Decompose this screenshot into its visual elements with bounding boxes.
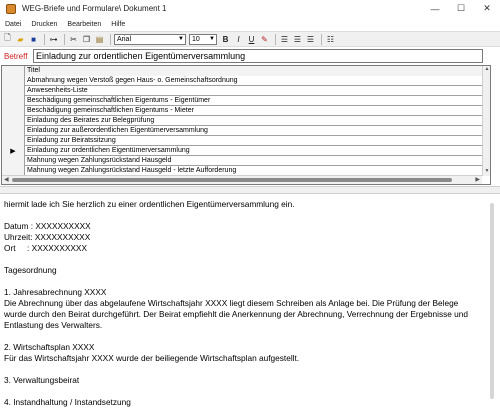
close-button[interactable] <box>474 0 500 17</box>
editor-line[interactable]: Tagesordnung <box>4 265 57 275</box>
font-name-value: Arial <box>117 35 132 43</box>
editor-line[interactable]: Datum : XXXXXXXXXX <box>4 221 91 231</box>
close-icon: ✕ <box>483 3 491 13</box>
bullet-list-button[interactable] <box>325 34 336 45</box>
copy-icon: ❐ <box>82 34 91 44</box>
subject-row <box>0 48 500 64</box>
text-color-button[interactable] <box>259 34 270 45</box>
row-indicator-header <box>2 66 25 76</box>
table-cell[interactable]: Anwesenheits-Liste <box>25 86 486 96</box>
table-row[interactable] <box>2 86 490 96</box>
table-cell[interactable]: Beschädigung gemeinschaftlichen Eigentums - Mieter <box>25 106 486 116</box>
align-center-icon: ☰ <box>293 34 302 44</box>
chevron-right-icon[interactable]: ▶ <box>475 177 480 183</box>
align-right-icon: ☰ <box>306 34 315 44</box>
table-row[interactable] <box>2 96 490 106</box>
current-row-icon[interactable]: ▶ <box>2 146 25 156</box>
chevron-down-icon: ▼ <box>209 35 215 42</box>
row-indicator[interactable] <box>2 86 25 96</box>
table-row[interactable] <box>2 156 490 166</box>
grid-vertical-scrollbar[interactable] <box>482 66 490 176</box>
chevron-left-icon[interactable]: ◀ <box>4 177 9 183</box>
align-left-button[interactable] <box>279 34 290 45</box>
row-indicator[interactable] <box>2 76 25 86</box>
pane-splitter[interactable] <box>0 186 500 194</box>
table-cell[interactable]: Einladung zur Beiratssitzung <box>25 136 486 146</box>
scissors-icon: ✂ <box>70 34 77 44</box>
letter-editor[interactable] <box>0 195 500 408</box>
editor-line[interactable] <box>4 276 478 287</box>
editor-line[interactable] <box>4 210 478 221</box>
table-cell[interactable]: Einladung zur ordentlichen Eigentümerversammlung <box>25 146 486 156</box>
toolbar-separator <box>110 34 111 45</box>
bullet-list-icon: ☷ <box>326 34 335 44</box>
editor-line[interactable]: hiermit lade ich Sie herzlich zu einer ordentlichen Eigentümerversammlung ein. <box>4 199 295 209</box>
save-button[interactable] <box>28 34 39 45</box>
toolbar-separator <box>321 34 322 45</box>
editor-line[interactable] <box>4 364 478 375</box>
new-document-button[interactable] <box>2 34 13 45</box>
table-cell[interactable]: Beschädigung gemeinschaftlichen Eigentums - Eigentümer <box>25 96 486 106</box>
menu-hilfe[interactable]: Hilfe <box>111 20 126 28</box>
table-row[interactable] <box>2 76 490 86</box>
find-button[interactable] <box>48 34 59 45</box>
editor-line[interactable]: Uhrzeit: XXXXXXXXXX <box>4 232 91 242</box>
font-size-select[interactable] <box>189 34 217 45</box>
bold-button[interactable]: B <box>222 34 229 44</box>
table-cell[interactable]: Einladung des Beirates zur Belegprüfung <box>25 116 486 126</box>
chevron-down-icon: ▼ <box>178 35 184 42</box>
table-row[interactable] <box>2 116 490 126</box>
toolbar <box>0 31 500 47</box>
italic-button[interactable]: I <box>237 34 240 44</box>
window-controls <box>422 0 500 17</box>
paste-button[interactable] <box>94 34 105 45</box>
row-indicator[interactable] <box>2 156 25 166</box>
cut-button[interactable] <box>68 34 79 45</box>
editor-line[interactable]: 4. Instandhaltung / Instandsetzung <box>4 397 131 407</box>
maximize-icon: ☐ <box>456 3 466 13</box>
toolbar-separator <box>64 34 65 45</box>
subject-label: Betreff <box>4 51 28 61</box>
save-icon: ■ <box>31 34 36 44</box>
editor-line[interactable]: 1. Jahresabrechnung XXXX <box>4 287 107 297</box>
template-grid[interactable] <box>1 65 491 185</box>
minimize-icon: — <box>430 3 440 14</box>
app-icon <box>6 4 16 14</box>
table-row[interactable] <box>2 126 490 136</box>
row-indicator[interactable] <box>2 116 25 126</box>
menu-bar <box>0 18 500 30</box>
maximize-button[interactable] <box>448 0 474 17</box>
chevron-down-icon[interactable]: ▼ <box>484 168 490 174</box>
editor-line[interactable]: 3. Verwaltungsbeirat <box>4 375 80 385</box>
new-document-icon: 🗋 <box>4 33 11 42</box>
row-indicator[interactable] <box>2 96 25 106</box>
scrollbar-thumb[interactable] <box>12 178 452 182</box>
table-row[interactable] <box>2 136 490 146</box>
editor-line[interactable]: Die Abrechnung über das abgelaufene Wirtschaftsjahr XXXX liegt diesem Schreiben als Anlage bei. Die Prüfung der Belege wurde durch den Beirat durchgeführt. Der Beirat empfiehlt die Anerkennung der Abrechnung, Verrechnung der Ergebnisse und Entlastung des Verwalters. <box>4 298 471 330</box>
menu-bearbeiten[interactable]: Bearbeiten <box>67 20 102 28</box>
column-header-titel[interactable]: Titel <box>25 66 486 76</box>
editor-line[interactable]: 2. Wirtschaftsplan XXXX <box>4 342 95 352</box>
toolbar-separator <box>44 34 45 45</box>
font-name-select[interactable] <box>114 34 186 45</box>
toolbar-separator <box>275 34 276 45</box>
align-right-button[interactable] <box>305 34 316 45</box>
editor-line[interactable] <box>4 254 478 265</box>
grid-header-row <box>2 66 490 76</box>
table-cell[interactable]: Mahnung wegen Zahlungsrückstand Hausgeld <box>25 156 486 166</box>
editor-scrollbar[interactable] <box>490 203 494 399</box>
table-cell[interactable]: Mahnung wegen Zahlungsrückstand Hausgeld - letzte Aufforderung <box>25 166 486 176</box>
letter-body-text[interactable] <box>4 199 478 408</box>
editor-line[interactable]: Ort : XXXXXXXXXX <box>4 243 87 253</box>
open-folder-icon: ▰ <box>17 34 24 44</box>
row-indicator[interactable] <box>2 126 25 136</box>
chevron-up-icon[interactable]: ▲ <box>484 66 490 72</box>
open-button[interactable] <box>15 34 26 45</box>
font-size-value: 10 <box>192 35 200 43</box>
copy-button[interactable] <box>81 34 92 45</box>
editor-line[interactable] <box>4 386 478 397</box>
table-row-selected[interactable] <box>2 146 490 156</box>
minimize-button[interactable] <box>422 0 448 17</box>
text-color-icon: ✎ <box>261 34 268 44</box>
underline-button[interactable]: U <box>248 34 255 44</box>
align-left-icon: ☰ <box>280 34 289 44</box>
menu-datei[interactable]: Datei <box>5 20 22 28</box>
table-row[interactable] <box>2 106 490 116</box>
row-indicator[interactable] <box>2 136 25 146</box>
menu-drucken[interactable]: Drucken <box>31 20 58 28</box>
title-bar <box>0 0 500 17</box>
editor-line[interactable]: Für das Wirtschaftsjahr XXXX wurde der beiliegende Wirtschaftsplan aufgestellt. <box>4 353 300 363</box>
align-center-button[interactable] <box>292 34 303 45</box>
editor-line[interactable] <box>4 331 478 342</box>
grid-horizontal-scrollbar[interactable] <box>2 175 482 184</box>
binoculars-icon: ⊶ <box>49 34 58 44</box>
subject-field[interactable]: Einladung zur ordentlichen Eigentümerversammlung <box>33 49 483 63</box>
window-title: WEG-Briefe und Formulare\ Dokument 1 <box>22 4 167 13</box>
table-cell[interactable]: Einladung zur außerordentlichen Eigentümerversammlung <box>25 126 486 136</box>
table-cell[interactable]: Abmahnung wegen Verstoß gegen Haus- o. Gemeinschaftsordnung <box>25 76 486 86</box>
row-indicator[interactable] <box>2 106 25 116</box>
paste-icon: ▤ <box>95 34 104 44</box>
